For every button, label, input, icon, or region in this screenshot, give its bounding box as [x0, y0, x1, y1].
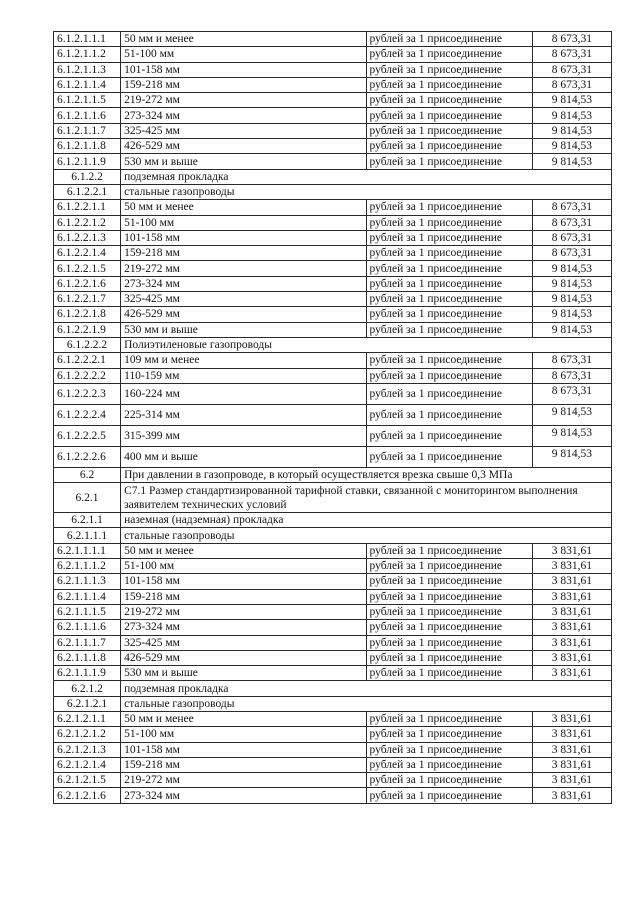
row-unit: рублей за 1 присоединение [366, 404, 532, 425]
row-unit: рублей за 1 присоединение [366, 773, 532, 788]
row-code: 6.1.2.1.1.1 [54, 32, 121, 47]
row-description: 50 мм и менее [121, 200, 366, 215]
table-row [54, 742, 612, 757]
row-code: 6.1.2.2.1 [54, 184, 121, 199]
row-value: 3 831,61 [532, 757, 611, 772]
row-value: 9 814,53 [532, 276, 611, 291]
row-description: 530 мм и выше [121, 154, 366, 169]
row-code: 6.2.1.1.1.8 [54, 650, 121, 665]
row-code: 6.2.1.1.1 [54, 528, 121, 543]
row-code: 6.1.2.2.2.3 [54, 383, 121, 404]
section-header-text: наземная (надземная) прокладка [121, 513, 612, 528]
row-code: 6.1.2.2.1.5 [54, 261, 121, 276]
row-description: 273-324 мм [121, 788, 366, 803]
section-header-text: подземная прокладка [121, 681, 612, 696]
row-value: 3 831,61 [532, 742, 611, 757]
row-description: 101-158 мм [121, 62, 366, 77]
row-unit: рублей за 1 присоединение [366, 276, 532, 291]
row-value: 8 673,31 [532, 383, 611, 404]
row-code: 6.1.2.2.2.4 [54, 404, 121, 425]
row-description: 315-399 мм [121, 425, 366, 446]
row-description: 530 мм и выше [121, 322, 366, 337]
row-description: 219-272 мм [121, 773, 366, 788]
row-value: 9 814,53 [532, 307, 611, 322]
table-row [54, 32, 612, 47]
row-description: 400 мм и выше [121, 446, 366, 467]
table-row [54, 292, 612, 307]
row-unit: рублей за 1 присоединение [366, 620, 532, 635]
row-value: 3 831,61 [532, 574, 611, 589]
table-row [54, 620, 612, 635]
table-row [54, 307, 612, 322]
row-code: 6.1.2.1.1.4 [54, 77, 121, 92]
row-unit: рублей за 1 присоединение [366, 353, 532, 368]
section-header-row [54, 513, 612, 528]
row-description: 51-100 мм [121, 215, 366, 230]
row-value: 8 673,31 [532, 77, 611, 92]
row-code: 6.1.2.2 [54, 169, 121, 184]
row-description: 101-158 мм [121, 230, 366, 245]
row-code: 6.2.1.2.1 [54, 696, 121, 711]
section-header-text: стальные газопроводы [121, 528, 612, 543]
row-description: 325-425 мм [121, 123, 366, 138]
row-value: 8 673,31 [532, 32, 611, 47]
row-unit: рублей за 1 присоединение [366, 742, 532, 757]
row-description: 101-158 мм [121, 574, 366, 589]
row-unit: рублей за 1 присоединение [366, 559, 532, 574]
table-row [54, 383, 612, 404]
row-value: 3 831,61 [532, 711, 611, 726]
row-value: 8 673,31 [532, 62, 611, 77]
row-value: 3 831,61 [532, 788, 611, 803]
row-unit: рублей за 1 присоединение [366, 322, 532, 337]
row-code: 6.2.1.1.1.9 [54, 666, 121, 681]
row-unit: рублей за 1 присоединение [366, 139, 532, 154]
row-unit: рублей за 1 присоединение [366, 757, 532, 772]
section-header-text: Полиэтиленовые газопроводы [121, 337, 612, 352]
row-description: 50 мм и менее [121, 543, 366, 558]
table-row [54, 108, 612, 123]
section-header-text: При давлении в газопроводе, в который осуществляется врезка свыше 0,3 МПа [121, 467, 612, 482]
row-unit: рублей за 1 присоединение [366, 543, 532, 558]
row-unit: рублей за 1 присоединение [366, 108, 532, 123]
row-description: 50 мм и менее [121, 32, 366, 47]
row-description: 101-158 мм [121, 742, 366, 757]
row-code: 6.2.1.2.1.1 [54, 711, 121, 726]
row-unit: рублей за 1 присоединение [366, 650, 532, 665]
row-description: 51-100 мм [121, 727, 366, 742]
table-row [54, 604, 612, 619]
row-code: 6.1.2.2.1.7 [54, 292, 121, 307]
row-value: 3 831,61 [532, 543, 611, 558]
table-row [54, 246, 612, 261]
section-header-row [54, 483, 612, 513]
table-row [54, 727, 612, 742]
section-header-row [54, 337, 612, 352]
row-code: 6.1.2.2.1.4 [54, 246, 121, 261]
table-row [54, 230, 612, 245]
table-row [54, 757, 612, 772]
row-value: 8 673,31 [532, 200, 611, 215]
row-code: 6.1.2.2.2.5 [54, 425, 121, 446]
row-description: 51-100 мм [121, 47, 366, 62]
row-description: 160-224 мм [121, 383, 366, 404]
row-unit: рублей за 1 присоединение [366, 62, 532, 77]
row-code: 6.2 [54, 467, 121, 482]
row-description: 159-218 мм [121, 77, 366, 92]
row-value: 3 831,61 [532, 559, 611, 574]
table-row [54, 773, 612, 788]
row-unit: рублей за 1 присоединение [366, 200, 532, 215]
row-description: 109 мм и менее [121, 353, 366, 368]
row-unit: рублей за 1 присоединение [366, 383, 532, 404]
row-unit: рублей за 1 присоединение [366, 154, 532, 169]
table-row [54, 589, 612, 604]
row-description: 219-272 мм [121, 604, 366, 619]
row-value: 3 831,61 [532, 620, 611, 635]
row-unit: рублей за 1 присоединение [366, 666, 532, 681]
row-description: 325-425 мм [121, 635, 366, 650]
row-value: 8 673,31 [532, 246, 611, 261]
table-row [54, 154, 612, 169]
row-description: 110-159 мм [121, 368, 366, 383]
row-code: 6.2.1.1.1.2 [54, 559, 121, 574]
row-code: 6.1.2.2.1.6 [54, 276, 121, 291]
row-code: 6.2.1.1.1.1 [54, 543, 121, 558]
table-row [54, 200, 612, 215]
row-description: 159-218 мм [121, 246, 366, 261]
section-header-text: подземная прокладка [121, 169, 612, 184]
row-code: 6.2.1.2.1.2 [54, 727, 121, 742]
row-code: 6.1.2.2.2.2 [54, 368, 121, 383]
row-description: 219-272 мм [121, 93, 366, 108]
row-description: 50 мм и менее [121, 711, 366, 726]
section-header-text: стальные газопроводы [121, 184, 612, 199]
table-row [54, 353, 612, 368]
row-value: 9 814,53 [532, 446, 611, 467]
row-value: 3 831,61 [532, 635, 611, 650]
row-code: 6.1.2.2.2.6 [54, 446, 121, 467]
table-row [54, 650, 612, 665]
section-header-row [54, 681, 612, 696]
row-value: 3 831,61 [532, 604, 611, 619]
row-value: 3 831,61 [532, 773, 611, 788]
table-row [54, 788, 612, 803]
table-row [54, 446, 612, 467]
table-row [54, 425, 612, 446]
row-code: 6.1.2.1.1.2 [54, 47, 121, 62]
table-row [54, 322, 612, 337]
row-value: 9 814,53 [532, 404, 611, 425]
row-unit: рублей за 1 присоединение [366, 574, 532, 589]
row-value: 8 673,31 [532, 215, 611, 230]
row-code: 6.2.1 [54, 483, 121, 513]
row-code: 6.1.2.2.2 [54, 337, 121, 352]
row-code: 6.1.2.1.1.8 [54, 139, 121, 154]
table-row [54, 123, 612, 138]
row-code: 6.1.2.2.1.9 [54, 322, 121, 337]
row-unit: рублей за 1 присоединение [366, 368, 532, 383]
row-code: 6.1.2.1.1.6 [54, 108, 121, 123]
row-code: 6.1.2.2.1.2 [54, 215, 121, 230]
row-value: 9 814,53 [532, 425, 611, 446]
row-code: 6.1.2.2.2.1 [54, 353, 121, 368]
table-row [54, 559, 612, 574]
row-unit: рублей за 1 присоединение [366, 246, 532, 261]
row-code: 6.2.1.1.1.6 [54, 620, 121, 635]
row-unit: рублей за 1 присоединение [366, 261, 532, 276]
table-row [54, 635, 612, 650]
row-code: 6.2.1.2.1.5 [54, 773, 121, 788]
row-unit: рублей за 1 присоединение [366, 32, 532, 47]
table-row [54, 404, 612, 425]
section-header-row [54, 184, 612, 199]
section-header-row [54, 467, 612, 482]
table-row [54, 139, 612, 154]
row-unit: рублей за 1 присоединение [366, 123, 532, 138]
row-description: 325-425 мм [121, 292, 366, 307]
row-unit: рублей за 1 присоединение [366, 77, 532, 92]
row-value: 9 814,53 [532, 261, 611, 276]
row-unit: рублей за 1 присоединение [366, 307, 532, 322]
row-value: 9 814,53 [532, 154, 611, 169]
row-unit: рублей за 1 присоединение [366, 47, 532, 62]
row-description: 219-272 мм [121, 261, 366, 276]
row-unit: рублей за 1 присоединение [366, 589, 532, 604]
row-description: 273-324 мм [121, 620, 366, 635]
table-row [54, 276, 612, 291]
row-description: 51-100 мм [121, 559, 366, 574]
row-description: 426-529 мм [121, 650, 366, 665]
row-unit: рублей за 1 присоединение [366, 93, 532, 108]
row-value: 3 831,61 [532, 650, 611, 665]
row-code: 6.1.2.1.1.9 [54, 154, 121, 169]
row-description: 159-218 мм [121, 589, 366, 604]
table-row [54, 261, 612, 276]
row-description: 273-324 мм [121, 108, 366, 123]
row-value: 9 814,53 [532, 322, 611, 337]
row-code: 6.2.1.1 [54, 513, 121, 528]
row-code: 6.2.1.1.1.3 [54, 574, 121, 589]
row-value: 9 814,53 [532, 139, 611, 154]
tariff-table [53, 31, 612, 804]
row-unit: рублей за 1 присоединение [366, 788, 532, 803]
table-row [54, 47, 612, 62]
tariff-table-body [54, 32, 612, 804]
row-code: 6.2.1.2.1.6 [54, 788, 121, 803]
row-description: 426-529 мм [121, 307, 366, 322]
table-row [54, 93, 612, 108]
row-code: 6.2.1.1.1.5 [54, 604, 121, 619]
row-value: 8 673,31 [532, 368, 611, 383]
section-header-row [54, 528, 612, 543]
row-unit: рублей за 1 присоединение [366, 230, 532, 245]
row-code: 6.2.1.1.1.7 [54, 635, 121, 650]
section-header-row [54, 696, 612, 711]
row-code: 6.2.1.2 [54, 681, 121, 696]
row-unit: рублей за 1 присоединение [366, 711, 532, 726]
section-header-text: стальные газопроводы [121, 696, 612, 711]
row-value: 3 831,61 [532, 589, 611, 604]
table-row [54, 666, 612, 681]
row-code: 6.1.2.1.1.3 [54, 62, 121, 77]
row-code: 6.2.1.2.1.4 [54, 757, 121, 772]
row-value: 9 814,53 [532, 292, 611, 307]
row-unit: рублей за 1 присоединение [366, 215, 532, 230]
row-unit: рублей за 1 присоединение [366, 425, 532, 446]
row-unit: рублей за 1 присоединение [366, 604, 532, 619]
row-description: 159-218 мм [121, 757, 366, 772]
row-value: 8 673,31 [532, 353, 611, 368]
section-header-text: С7.1 Размер стандартизированной тарифной ставки, связанной с мониторингом выполнения заявителем технических условий [121, 483, 612, 513]
row-code: 6.1.2.2.1.8 [54, 307, 121, 322]
row-code: 6.2.1.1.1.4 [54, 589, 121, 604]
row-unit: рублей за 1 присоединение [366, 727, 532, 742]
table-row [54, 215, 612, 230]
row-value: 8 673,31 [532, 230, 611, 245]
row-unit: рублей за 1 присоединение [366, 635, 532, 650]
row-code: 6.1.2.1.1.7 [54, 123, 121, 138]
row-description: 225-314 мм [121, 404, 366, 425]
table-row [54, 62, 612, 77]
row-description: 530 мм и выше [121, 666, 366, 681]
row-code: 6.1.2.2.1.1 [54, 200, 121, 215]
row-unit: рублей за 1 присоединение [366, 446, 532, 467]
row-value: 3 831,61 [532, 727, 611, 742]
row-unit: рублей за 1 присоединение [366, 292, 532, 307]
table-row [54, 574, 612, 589]
table-row [54, 543, 612, 558]
row-value: 9 814,53 [532, 123, 611, 138]
table-row [54, 368, 612, 383]
row-code: 6.1.2.1.1.5 [54, 93, 121, 108]
row-value: 8 673,31 [532, 47, 611, 62]
row-value: 9 814,53 [532, 93, 611, 108]
table-row [54, 77, 612, 92]
row-code: 6.1.2.2.1.3 [54, 230, 121, 245]
section-header-row [54, 169, 612, 184]
table-row [54, 711, 612, 726]
row-value: 3 831,61 [532, 666, 611, 681]
row-description: 426-529 мм [121, 139, 366, 154]
row-code: 6.2.1.2.1.3 [54, 742, 121, 757]
row-value: 9 814,53 [532, 108, 611, 123]
row-description: 273-324 мм [121, 276, 366, 291]
